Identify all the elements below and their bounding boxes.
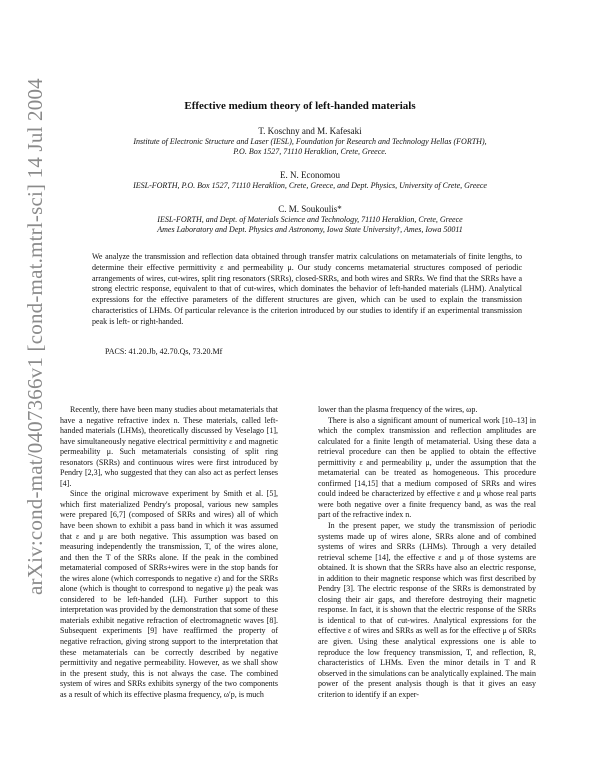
body-paragraph: There is also a significant amount of numerical work [10–13] in which the complex transmission and reflection amplitudes are calculated for a finite length of metamaterial. Using these data a retrieval procedure can then be applied to obtain the effective permittivity ε and permeability μ, under the assumption that the metamaterial can be treated as homogeneous. This procedure confirmed [14,15] that a medium composed of SRRs and wires could indeed be characterized by effective ε and μ whose real parts were both negative over a finite frequency band, as was the real part of the refractive index n. — [318, 415, 536, 520]
body-paragraph: Recently, there have been many studies about metamaterials that have a negative refractive index n. These materials, called left-handed materials (LHMs), theoretically discussed by Veselago [1], have simultaneously negative electrical permittivity ε and magnetic permeability μ. Such metamaterials consisting of split ring resonators (SRRs) and continuous wires were first introduced by Pendry [2,3], who suggested that they can also act as perfect lenses [4]. — [60, 405, 278, 488]
author-names: E. N. Economou — [280, 170, 340, 180]
arxiv-identifier: arXiv:cond-mat/0407366v1 [cond-mat.mtrl-sci] 14 Jul 2004 — [23, 78, 47, 595]
author-block-1 — [60, 126, 560, 158]
pacs-codes: PACS: 41.20.Jb, 42.70.Qs, 73.20.Mf — [105, 347, 223, 356]
arxiv-sidebar — [6, 35, 47, 595]
author-names: T. Koschny and M. Kafesaki — [258, 126, 362, 136]
body-column-right — [318, 405, 536, 700]
affiliation-line: P.O. Box 1527, 71110 Heraklion, Crete, Greece. — [233, 147, 387, 156]
affiliation-line: Institute of Electronic Structure and Laser (IESL), Foundation for Research and Technology Hellas (FORTH), — [133, 136, 487, 146]
body-paragraph: lower than the plasma frequency of the wires, ωp. — [318, 405, 478, 414]
abstract: We analyze the transmission and reflection data obtained through transfer matrix calculations on metamaterials of finite lengths, to determine their effective permittivity ε and permeability μ. Our study concerns metamaterial structures composed of periodic arrangements of wires, cut-wires, split ring resonators (SRRs), closed-SRRs, and both wires and SRRs. We find that the SRRs have a strong electric response, equivalent to that of cut-wires, which dominates the behavior of left-handed materials (LHM). Analytical expressions for the effective parameters of the different structures are given, which can be used to explain the transmission characteristics of LHMs. Of particular relevance is the criterion introduced by our studies to identify if an experimental transmission peak is left- or right-handed. — [92, 252, 522, 326]
author-block-2 — [60, 170, 560, 191]
author-block-3 — [60, 204, 560, 236]
body-paragraph: Since the original microwave experiment by Smith et al. [5], which first materialized Pendry's proposal, various new samples were prepared [6,7] (composed of SRRs and wires) all of which have been shown to exhibit a pass band in which it was assumed that ε and μ are both negative. This assumption was based on measuring independently the transmission, T, of the wires alone, and then the T of the SRRs alone. If the peak in the combined metamaterial composed of SRRs+wires were in the stop bands for the wires alone (which corresponds to negative ε) and for the SRRs alone (which is thought to correspond to negative μ) the peak was considered to be left-handed (LH). Further support to this interpretation was provided by the demonstration that some of these materials exhibit negative refraction of electromagnetic waves [8]. Subsequent experiments [9] have reaffirmed the property of negative refraction, giving strong support to the interpretation that these metamaterials can be correctly described by negative permittivity and negative permeability. However, as we shall show in the present study, this is not always the case. The combined system of wires and SRRs exhibits synergy of the two components as a result of which its effective plasma frequency, ω′p, is much — [60, 489, 278, 699]
body-column-left — [60, 405, 278, 700]
author-names: C. M. Soukoulis* — [278, 204, 342, 214]
affiliation-line: Ames Laboratory and Dept. Physics and Astronomy, Iowa State University†, Ames, Iowa 50011 — [157, 225, 463, 234]
affiliation-line: IESL-FORTH, P.O. Box 1527, 71110 Heraklion, Crete, Greece, and Dept. Physics, University of Crete, Greece — [133, 180, 487, 190]
paper-title: Effective medium theory of left-handed materials — [184, 100, 416, 112]
affiliation-line: IESL-FORTH, and Dept. of Materials Science and Technology, 71110 Heraklion, Crete, Greece — [157, 214, 463, 224]
body-paragraph: In the present paper, we study the transmission of periodic systems made up of wires alone, SRRs alone and of combined systems of wires and SRRs (LHMs). Through a very detailed retrieval scheme [14], the effective ε and μ of those systems are obtained. It is shown that the SRRs have also an electric response, in addition to their magnetic response which was first described by Pendry [3]. The electric response of the SRRs is demonstrated by closing their air gaps, and therefore destroying their magnetic response. In fact, it is shown that the electric response of the SRRs is identical to that of cut-wires. Analytical expressions for the effective ε of wires and SRRs as well as for the effective μ of SRRs are given. Using these analytical expressions one is able to reproduce the low frequency transmission, T, and reflection, R, characteristics of LHMs. Even the minor details in T and R observed in the simulations can be analytically explained. The main power of the present analysis though is that it gives an easy criterion to identify if an exper- — [318, 521, 536, 699]
